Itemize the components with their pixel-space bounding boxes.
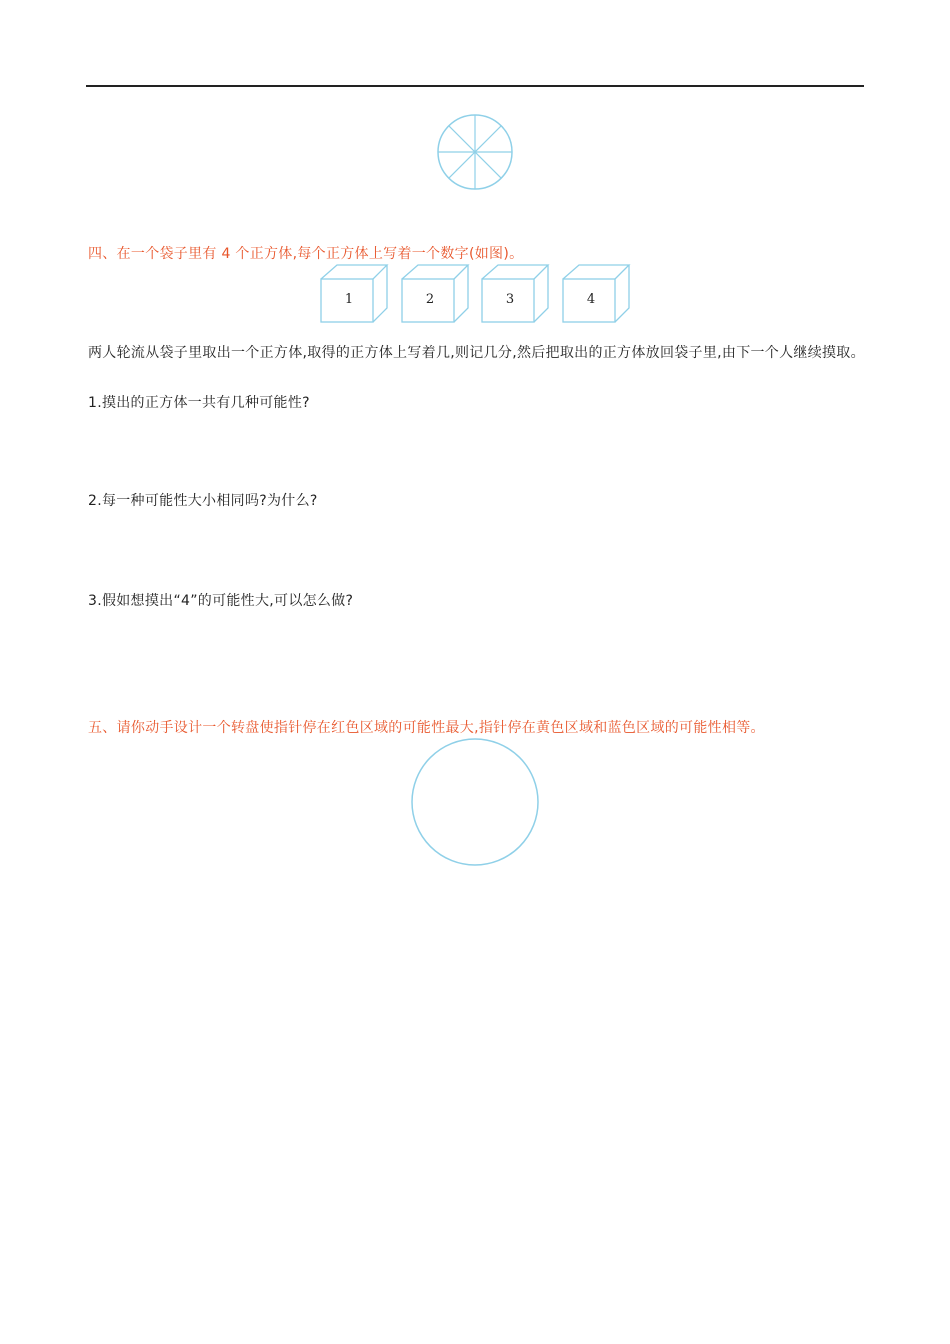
cube-label: 1 [344, 292, 354, 307]
section-5-heading: 五、请你动手设计一个转盘使指针停在红色区域的可能性最大,指针停在黄色区域和蓝色区域的可能性相等。 [88, 720, 765, 736]
cube-1 [320, 262, 390, 324]
section-4-heading: 四、在一个袋子里有 4 个正方体,每个正方体上写着一个数字(如图)。 [88, 246, 524, 262]
cube-label: 3 [505, 292, 515, 307]
cube-2 [401, 262, 471, 324]
cube-label: 4 [586, 292, 596, 307]
question-2: 2.每一种可能性大小相同吗?为什么? [88, 493, 318, 509]
cube-4 [562, 262, 632, 324]
cube-label: 2 [425, 292, 435, 307]
question-1: 1.摸出的正方体一共有几种可能性? [88, 395, 310, 411]
blank-spinner [411, 738, 541, 872]
top-rule [86, 85, 864, 87]
section-4-description: 两人轮流从袋子里取出一个正方体,取得的正方体上写着几,则记几分,然后把取出的正方体放回袋子里,由下一个人继续摸取。 [88, 345, 865, 361]
cube-3 [481, 262, 551, 324]
question-3: 3.假如想摸出“4”的可能性大,可以怎么做? [88, 593, 354, 609]
eight-part-spinner [436, 113, 514, 195]
